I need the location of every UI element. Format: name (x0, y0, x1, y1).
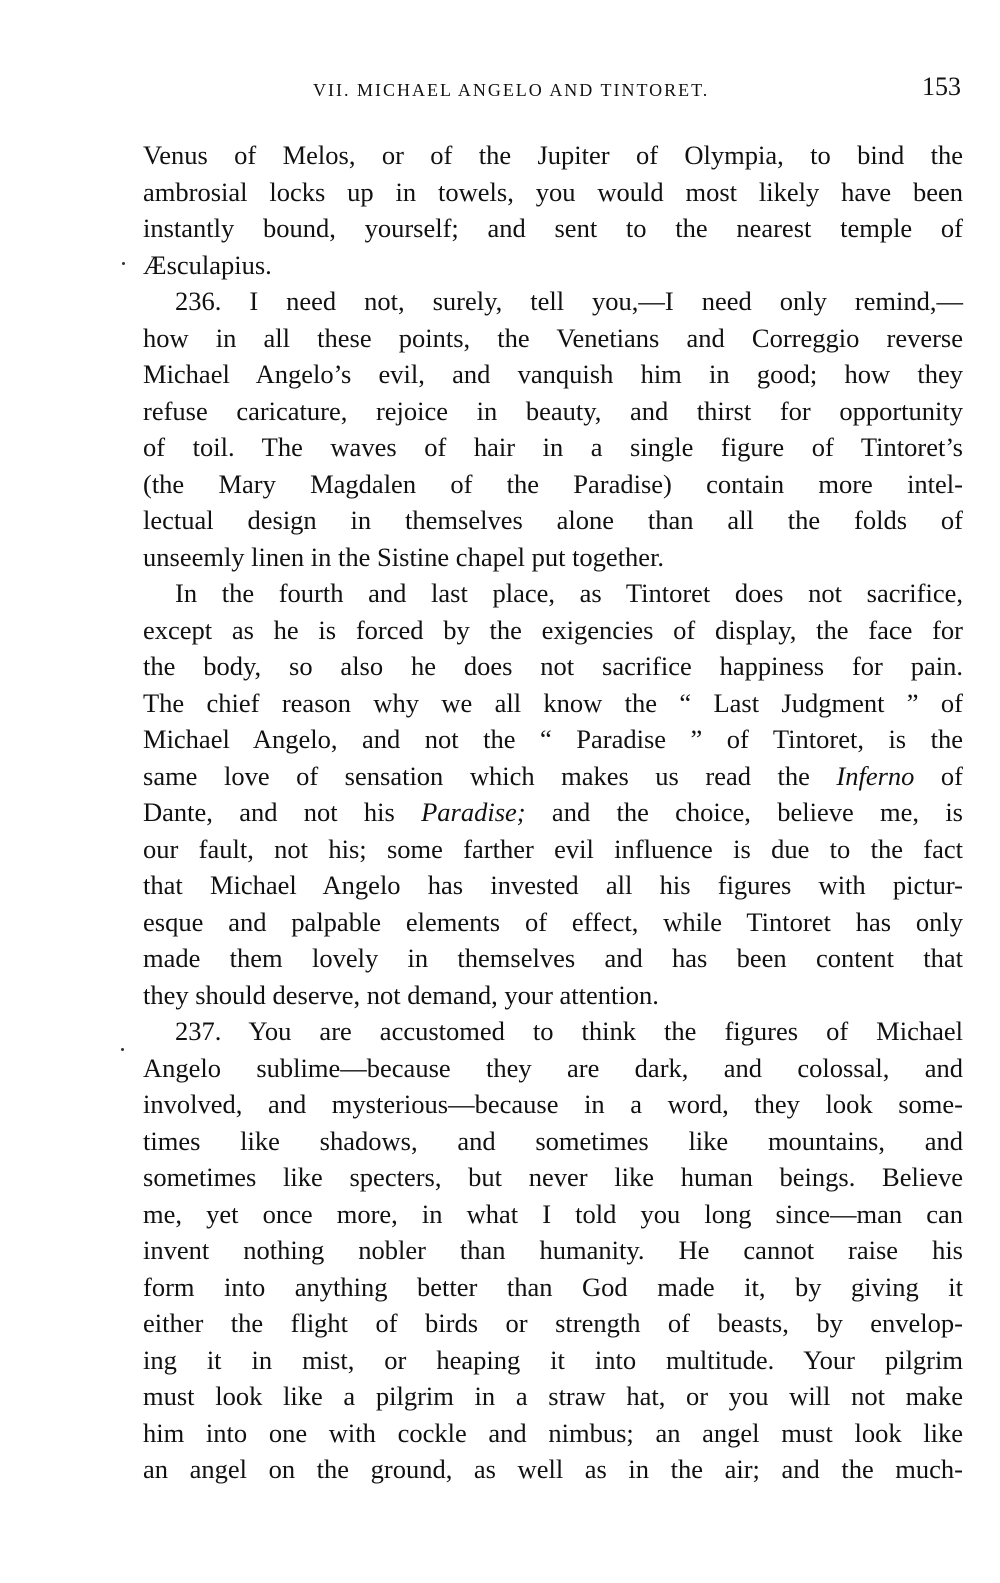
text-line: invent nothing nobler than humanity. He cannot raise his (143, 1235, 963, 1265)
text-line: Michael Angelo’s evil, and vanquish him in good; how they (143, 359, 963, 389)
text-line: refuse caricature, rejoice in beauty, and thirst for opportunity (143, 395, 963, 426)
margin-speck (121, 1048, 124, 1051)
text-line: made them lovely in themselves and has been content that (143, 943, 963, 973)
text-line: lectual design in themselves alone than all the folds of (143, 505, 963, 535)
text-line: except as he is forced by the exigencies of display, the face for (143, 614, 963, 645)
text-line: same love of sensation which makes us read the Inferno of (143, 760, 963, 791)
text-line: must look like a pilgrim in a straw hat, or you will not make (143, 1381, 963, 1411)
text-line: (the Mary Magdalen of the Paradise) contain more intel- (143, 468, 963, 499)
text-line: an angel on the ground, as well as in the air; and the much- (143, 1454, 963, 1484)
text-line: 237. You are accustomed to think the figures of Michael (175, 1016, 963, 1046)
text-line: Angelo sublime—because they are dark, and colossal, and (143, 1052, 963, 1083)
text-line: involved, and mysterious—because in a word, they look some- (143, 1089, 963, 1119)
text-line: Æsculapius. (143, 249, 272, 280)
text-line: ing it in mist, or heaping it into multitude. Your pilgrim (143, 1344, 963, 1375)
running-head (143, 72, 963, 112)
text-line: In the fourth and last place, as Tintoret does not sacrifice, (175, 578, 963, 608)
text-line: 236. I need not, surely, tell you,—I need only remind,— (175, 286, 963, 316)
text-line: times like shadows, and sometimes like mountains, and (143, 1125, 963, 1156)
text-line: The chief reason why we all know the “ Last Judgment ” of (143, 687, 963, 718)
text-line: him into one with cockle and nimbus; an angel must look like (143, 1417, 963, 1448)
text-line: Michael Angelo, and not the “ Paradise ” of Tintoret, is the (143, 724, 963, 754)
text-line: either the flight of birds or strength of beasts, by envelop- (143, 1308, 963, 1338)
text-line: ambrosial locks up in towels, you would most likely have been (143, 176, 963, 207)
body-text (143, 137, 963, 1488)
running-title: VII. MICHAEL ANGELO AND TINTORET. (313, 80, 710, 100)
text-line: instantly bound, yourself; and sent to the nearest temple of (143, 213, 963, 243)
italic-title: Paradise; (421, 797, 526, 827)
text-line: our fault, not his; some farther evil influence is due to the fact (143, 833, 963, 864)
italic-title: Inferno (836, 760, 915, 791)
text-line: the body, so also he does not sacrifice happiness for pain. (143, 651, 963, 681)
text-line: that Michael Angelo has invested all his figures with pictur- (143, 870, 963, 900)
text-line: sometimes like specters, but never like human beings. Believe (143, 1162, 963, 1192)
text-line: how in all these points, the Venetians and Correggio reverse (143, 322, 963, 353)
text-line: Dante, and not his Paradise; and the choice, believe me, is (143, 797, 963, 827)
text-line: form into anything better than God made it, by giving it (143, 1271, 963, 1302)
page-number: 153 (922, 72, 961, 101)
margin-speck (122, 262, 125, 265)
text-line: esque and palpable elements of effect, while Tintoret has only (143, 906, 963, 937)
text-line: of toil. The waves of hair in a single figure of Tintoret’s (143, 432, 963, 462)
text-line: Venus of Melos, or of the Jupiter of Olympia, to bind the (143, 140, 963, 170)
text-line: unseemly linen in the Sistine chapel put together. (143, 541, 665, 572)
text-line: me, yet once more, in what I told you long since—man can (143, 1198, 963, 1229)
text-line: they should deserve, not demand, your attention. (143, 979, 659, 1010)
